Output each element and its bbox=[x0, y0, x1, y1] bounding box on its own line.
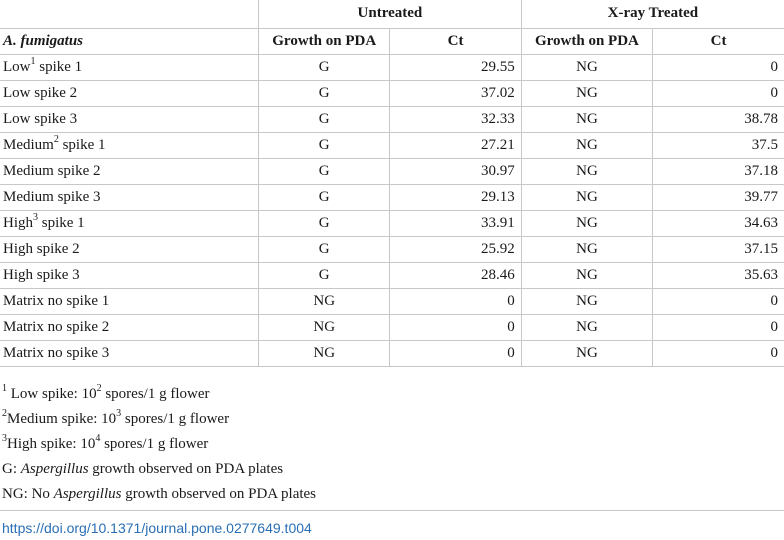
table-row bbox=[0, 80, 784, 106]
footnote-g bbox=[2, 457, 762, 482]
untreated-growth-cell: G bbox=[259, 210, 390, 236]
untreated-group-header: Untreated bbox=[259, 0, 522, 28]
table-row bbox=[0, 314, 784, 340]
footnote-marker: 1 bbox=[2, 383, 7, 394]
footnote-ng bbox=[2, 482, 762, 507]
exponent: 2 bbox=[96, 383, 102, 394]
footnote-text: spores/1 g flower bbox=[121, 411, 230, 427]
table-row bbox=[0, 236, 784, 262]
xray-ct-header: Ct bbox=[653, 28, 784, 54]
footnote-marker: 3 bbox=[33, 211, 38, 223]
untreated-growth-header: Growth on PDA bbox=[259, 28, 390, 54]
table-row bbox=[0, 106, 784, 132]
untreated-ct-cell: 0 bbox=[390, 314, 521, 340]
table-row bbox=[0, 210, 784, 236]
sample-name: Low spike 2 bbox=[3, 84, 78, 101]
untreated-ct-cell: 33.91 bbox=[390, 210, 521, 236]
untreated-ct-cell: 28.46 bbox=[390, 262, 521, 288]
sample-name: Low spike 3 bbox=[3, 110, 78, 127]
untreated-growth-cell: NG bbox=[259, 288, 390, 314]
xray-ct-cell: 37.5 bbox=[653, 132, 784, 158]
table-row bbox=[0, 262, 784, 288]
untreated-growth-cell: G bbox=[259, 132, 390, 158]
xray-growth-cell: NG bbox=[521, 132, 652, 158]
doi-link[interactable]: https://doi.org/10.1371/journal.pone.0277649.t004 bbox=[2, 520, 312, 536]
sample-name-cell bbox=[0, 184, 259, 210]
xray-growth-cell: NG bbox=[521, 210, 652, 236]
table-row bbox=[0, 288, 784, 314]
xray-group-header: X-ray Treated bbox=[521, 0, 784, 28]
sample-name-cell bbox=[0, 54, 259, 80]
table-row bbox=[0, 184, 784, 210]
genus-name: Aspergillus bbox=[53, 486, 122, 502]
column-header-row bbox=[0, 28, 784, 54]
xray-ct-cell: 37.18 bbox=[653, 158, 784, 184]
xray-growth-cell: NG bbox=[521, 184, 652, 210]
footnote-high bbox=[2, 432, 762, 457]
xray-growth-cell: NG bbox=[521, 314, 652, 340]
sample-name-suffix: spike 1 bbox=[58, 136, 106, 153]
xray-ct-cell: 0 bbox=[653, 80, 784, 106]
sample-name: Medium spike 3 bbox=[3, 188, 101, 205]
untreated-ct-cell: 29.13 bbox=[390, 184, 521, 210]
untreated-growth-cell: G bbox=[259, 54, 390, 80]
xray-ct-cell: 35.63 bbox=[653, 262, 784, 288]
xray-ct-cell: 0 bbox=[653, 340, 784, 366]
footnote-text: G: bbox=[2, 461, 21, 477]
sample-name-cell bbox=[0, 236, 259, 262]
xray-ct-cell: 37.15 bbox=[653, 236, 784, 262]
untreated-ct-header: Ct bbox=[390, 28, 521, 54]
untreated-growth-cell: G bbox=[259, 80, 390, 106]
table-row bbox=[0, 54, 784, 80]
sample-name: Matrix no spike 2 bbox=[3, 318, 110, 335]
xray-ct-cell: 0 bbox=[653, 288, 784, 314]
exponent: 3 bbox=[116, 408, 122, 419]
footnote-text: High spike: 10 bbox=[7, 436, 96, 452]
xray-growth-cell: NG bbox=[521, 80, 652, 106]
xray-growth-cell: NG bbox=[521, 236, 652, 262]
xray-growth-header: Growth on PDA bbox=[521, 28, 652, 54]
footnote-text: growth observed on PDA plates bbox=[121, 486, 317, 502]
untreated-ct-cell: 25.92 bbox=[390, 236, 521, 262]
xray-ct-cell: 0 bbox=[653, 54, 784, 80]
table-row bbox=[0, 158, 784, 184]
sample-name-cell bbox=[0, 80, 259, 106]
xray-ct-cell: 0 bbox=[653, 314, 784, 340]
table-body bbox=[0, 54, 784, 366]
genus-name: Aspergillus bbox=[20, 461, 89, 477]
sample-name: Medium spike 2 bbox=[3, 162, 101, 179]
sample-name-suffix: spike 1 bbox=[38, 214, 85, 231]
sample-name-cell bbox=[0, 288, 259, 314]
untreated-growth-cell: G bbox=[259, 262, 390, 288]
sample-name: High bbox=[3, 214, 33, 231]
sample-name: Medium bbox=[3, 136, 54, 153]
footnote-text: NG: No bbox=[2, 486, 54, 502]
sample-name: Matrix no spike 1 bbox=[3, 292, 110, 309]
sample-name-suffix: spike 1 bbox=[35, 58, 83, 75]
untreated-ct-cell: 32.33 bbox=[390, 106, 521, 132]
footnote-text: Medium spike: 10 bbox=[7, 411, 117, 427]
footnote-text: growth observed on PDA plates bbox=[88, 461, 284, 477]
untreated-ct-cell: 29.55 bbox=[390, 54, 521, 80]
untreated-growth-cell: G bbox=[259, 236, 390, 262]
footnote-text: spores/1 g flower bbox=[100, 436, 209, 452]
untreated-growth-cell: G bbox=[259, 184, 390, 210]
sample-name-cell bbox=[0, 340, 259, 366]
exponent: 4 bbox=[95, 433, 101, 444]
footnote-marker: 3 bbox=[2, 433, 7, 444]
footnotes bbox=[2, 382, 762, 507]
untreated-ct-cell: 37.02 bbox=[390, 80, 521, 106]
xray-ct-cell: 38.78 bbox=[653, 106, 784, 132]
footnote-marker: 1 bbox=[30, 55, 36, 67]
xray-growth-cell: NG bbox=[521, 106, 652, 132]
sample-name: Low bbox=[3, 58, 31, 75]
sample-name-cell bbox=[0, 158, 259, 184]
sample-name-cell bbox=[0, 106, 259, 132]
footnote-marker: 2 bbox=[53, 133, 59, 145]
xray-growth-cell: NG bbox=[521, 54, 652, 80]
untreated-growth-cell: G bbox=[259, 158, 390, 184]
footnote-marker: 2 bbox=[2, 408, 7, 419]
group-header-row bbox=[0, 0, 784, 28]
organism-header: A. fumigatus bbox=[0, 28, 259, 54]
sample-name-cell bbox=[0, 210, 259, 236]
footnote-text: Low spike: 10 bbox=[7, 386, 97, 402]
untreated-ct-cell: 30.97 bbox=[390, 158, 521, 184]
xray-growth-cell: NG bbox=[521, 262, 652, 288]
doi-divider bbox=[0, 510, 784, 511]
xray-ct-cell: 39.77 bbox=[653, 184, 784, 210]
untreated-ct-cell: 0 bbox=[390, 340, 521, 366]
untreated-growth-cell: NG bbox=[259, 314, 390, 340]
sample-name-cell bbox=[0, 132, 259, 158]
xray-growth-cell: NG bbox=[521, 288, 652, 314]
untreated-ct-cell: 0 bbox=[390, 288, 521, 314]
footnote-text: spores/1 g flower bbox=[101, 386, 210, 402]
xray-growth-cell: NG bbox=[521, 340, 652, 366]
footnote-medium bbox=[2, 407, 762, 432]
empty-corner-cell bbox=[0, 0, 259, 28]
table-row bbox=[0, 132, 784, 158]
xray-growth-cell: NG bbox=[521, 158, 652, 184]
sample-name: Matrix no spike 3 bbox=[3, 344, 110, 361]
untreated-growth-cell: G bbox=[259, 106, 390, 132]
untreated-ct-cell: 27.21 bbox=[390, 132, 521, 158]
sample-name: High spike 3 bbox=[3, 266, 80, 283]
sample-name: High spike 2 bbox=[3, 240, 80, 257]
untreated-growth-cell: NG bbox=[259, 340, 390, 366]
table-row bbox=[0, 340, 784, 366]
xray-ct-cell: 34.63 bbox=[653, 210, 784, 236]
sample-name-cell bbox=[0, 314, 259, 340]
sample-name-cell bbox=[0, 262, 259, 288]
footnote-low bbox=[2, 382, 762, 407]
